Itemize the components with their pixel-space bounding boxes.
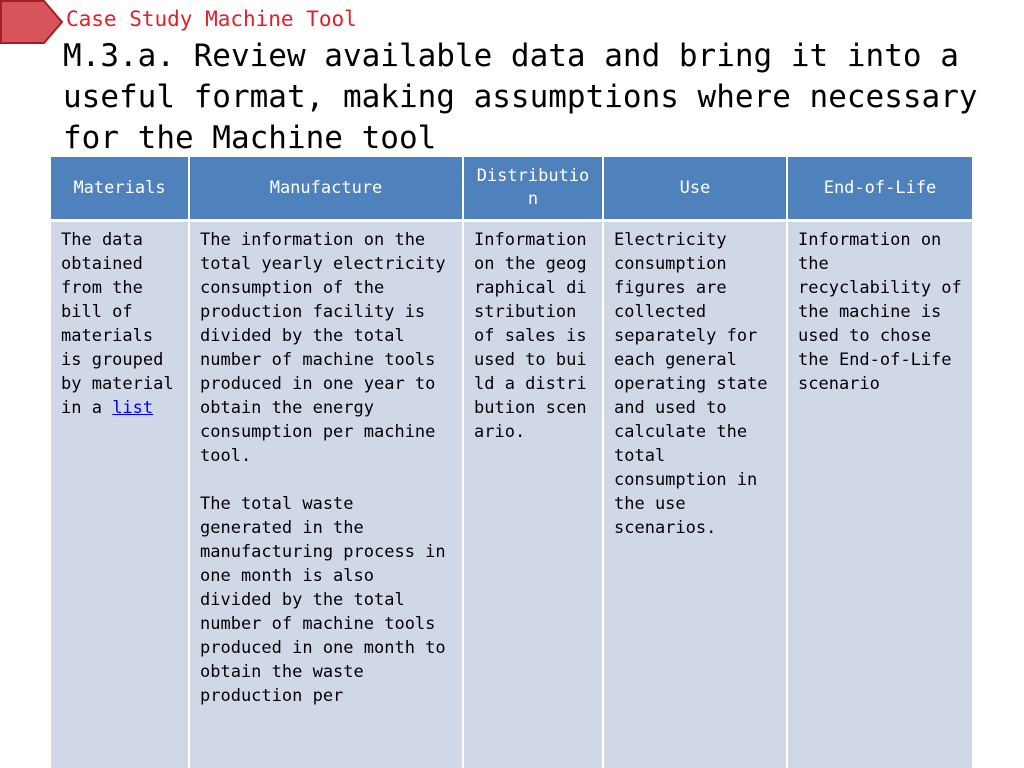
page-heading: M.3.a. Review available data and bring it into a useful format, making assumptions where necessary for the Machine tool	[63, 38, 978, 156]
cell-materials	[51, 221, 189, 768]
column-header-use: Use	[603, 157, 787, 221]
cell-end-of-life: Information on the recyclability of the machine is used to chose the End-of-Life scenario	[787, 221, 972, 768]
manufacture-paragraph-energy: The information on the total yearly electricity consumption of the production facility is divided by the total number of machine tools produced in one year to obtain the energy consumption per machine tool.	[200, 230, 446, 466]
cell-manufacture	[189, 221, 463, 768]
cell-use: Electricity consumption figures are collected separately for each general operating state and used to calculate the total consumption in the use scenarios.	[603, 221, 787, 768]
column-header-materials: Materials	[51, 157, 189, 221]
table-header-row	[51, 157, 972, 221]
manufacture-paragraph-waste: The total waste generated in the manufacturing process in one month is also divided by the total number of machine tools produced in one month to obtain the waste production per	[200, 494, 446, 706]
case-study-title: Case Study Machine Tool	[66, 7, 357, 31]
materials-text: The data obtained from the bill of materials is grouped by material in a	[61, 230, 174, 418]
cell-distribution: Information on the geographical distribution of sales is used to build a distribution scenario.	[463, 221, 603, 768]
lifecycle-data-table	[51, 157, 972, 768]
column-header-manufacture: Manufacture	[189, 157, 463, 221]
table-row	[51, 221, 972, 768]
materials-list-link[interactable]: list	[112, 398, 154, 418]
column-header-end-of-life: End-of-Life	[787, 157, 972, 221]
chevron-tab-icon	[0, 0, 64, 44]
column-header-distribution: Distribution	[463, 157, 603, 221]
